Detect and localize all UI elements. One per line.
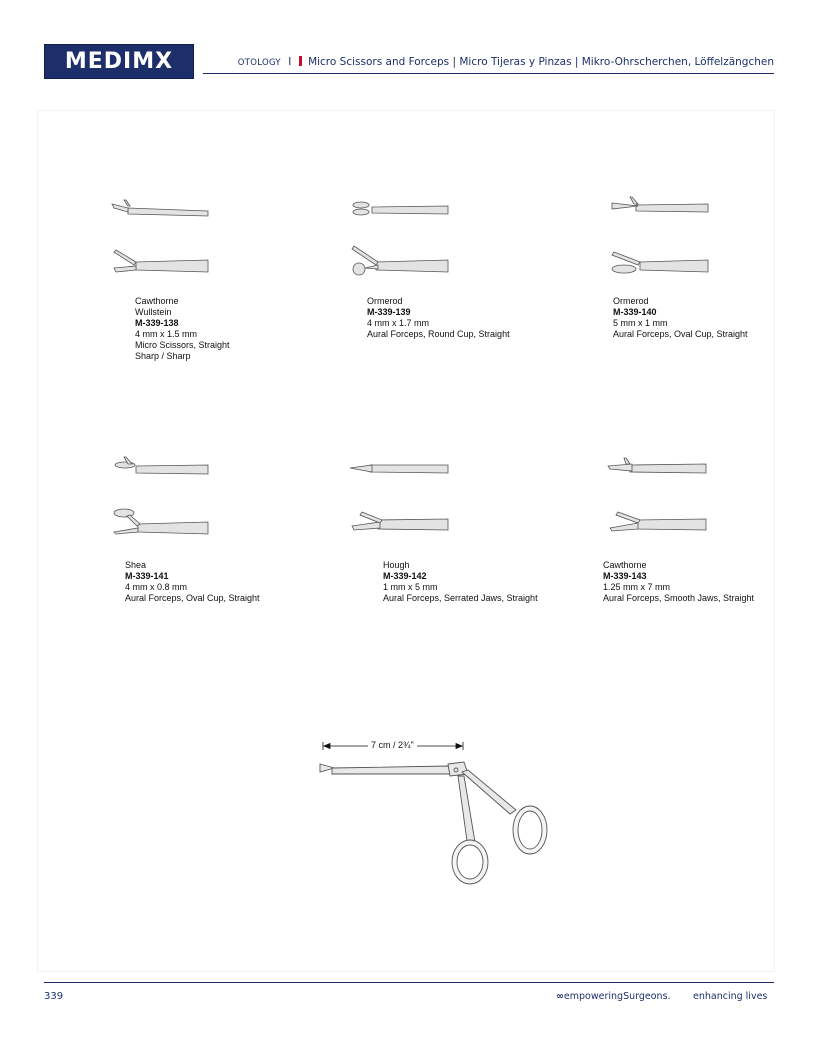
product-name: Cawthorne: [603, 560, 647, 570]
page-number: 339: [44, 991, 64, 1002]
product-code: M-339-142: [383, 571, 427, 581]
product-type: Aural Forceps, Round Cup, Straight: [367, 329, 510, 339]
product-size: 5 mm x 1 mm: [613, 318, 668, 328]
product-size: 1 mm x 5 mm: [383, 582, 438, 592]
page-title: Micro Scissors and Forceps | Micro Tijeras y Pinzas | Mikro-Ohrscherchen, Löffelzängchen: [308, 56, 774, 68]
brand-logo: [44, 44, 194, 79]
instrument-image-closed: [110, 196, 210, 218]
product-size: 4 mm x 1.5 mm: [135, 329, 198, 339]
product-type: Aural Forceps, Smooth Jaws, Straight: [603, 593, 755, 603]
product-code: M-339-143: [603, 571, 647, 581]
footer-tagline: [556, 991, 671, 1002]
product-name: Ormerod: [613, 296, 649, 306]
product-type: Aural Forceps, Oval Cup, Straight: [613, 329, 748, 339]
infinity-logo-icon: ∞: [556, 991, 564, 1002]
product-code: M-339-141: [125, 571, 169, 581]
product-name: Shea: [125, 560, 147, 570]
instrument-image-closed: [606, 454, 708, 478]
instrument-image-open: [110, 504, 210, 540]
product-type: Aural Forceps, Serrated Jaws, Straight: [383, 593, 538, 603]
instrument-image-open: [610, 246, 710, 278]
product-code: M-339-139: [367, 307, 411, 317]
product-name: Cawthorne: [135, 296, 179, 306]
dimension-indicator: [322, 740, 464, 752]
category-label: OTOLOGY: [237, 58, 281, 68]
instrument-image-open: [350, 244, 450, 278]
instrument-image-open: [606, 508, 708, 538]
product-size: 4 mm x 1.7 mm: [367, 318, 430, 328]
instrument-image-closed: [350, 196, 450, 218]
product-size: 1.25 mm x 7 mm: [603, 582, 671, 592]
dimension-label: 7 cm / 2¾": [368, 740, 417, 750]
product-description: [367, 296, 510, 340]
category-separator: I: [288, 56, 292, 68]
instrument-image-open: [348, 508, 450, 538]
header-divider: [203, 73, 774, 74]
instrument-image-full: [318, 756, 550, 896]
brand-name: MEDIMX: [64, 49, 174, 74]
product-type: Micro Scissors, Straight: [135, 340, 230, 350]
header-title-bar: [238, 56, 774, 68]
product-description: [613, 296, 748, 340]
footer-divider: [44, 982, 774, 983]
product-type: Aural Forceps, Oval Cup, Straight: [125, 593, 260, 603]
footer-tagline-secondary: enhancing lives: [693, 991, 768, 1002]
instrument-image-closed: [348, 456, 450, 478]
product-name: Wullstein: [135, 307, 172, 317]
accent-mark: [299, 56, 302, 66]
product-code: M-339-138: [135, 318, 179, 328]
tagline-text: empoweringSurgeons.: [563, 991, 671, 1002]
product-code: M-339-140: [613, 307, 657, 317]
instrument-image-open: [110, 248, 210, 278]
product-name: Ormerod: [367, 296, 403, 306]
product-description: [125, 560, 260, 604]
product-description: [135, 296, 230, 362]
product-name: Hough: [383, 560, 410, 570]
instrument-image-closed: [110, 454, 210, 478]
product-description: [603, 560, 754, 604]
product-description: [383, 560, 538, 604]
product-tip: Sharp / Sharp: [135, 351, 191, 361]
product-size: 4 mm x 0.8 mm: [125, 582, 188, 592]
instrument-image-closed: [610, 193, 710, 217]
